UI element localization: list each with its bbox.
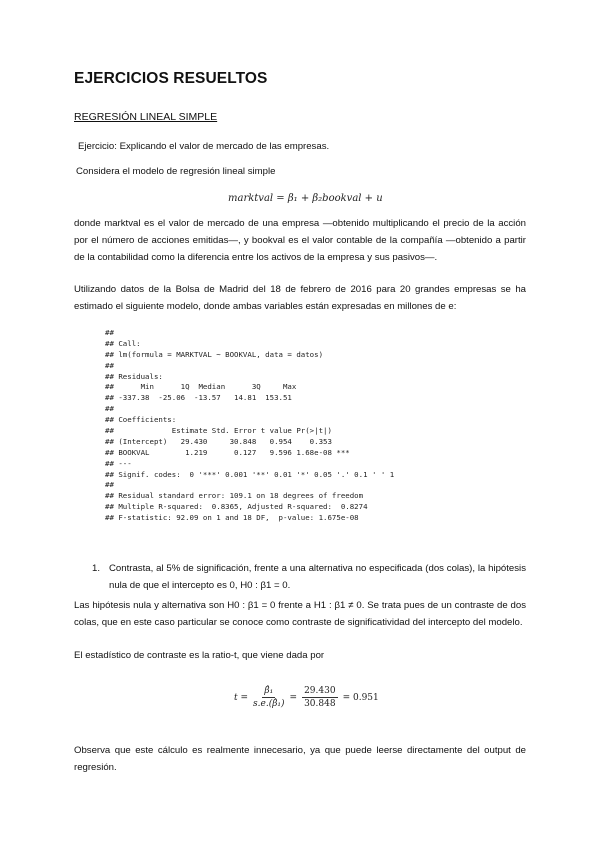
r-output-line: ## BOOKVAL 1.219 0.127 9.596 1.68e-08 *** <box>105 447 350 457</box>
statistic-intro: El estadístico de contraste es la ratio-t, que viene dada por <box>74 650 325 661</box>
r-output-line: ## F-statistic: 92.09 on 1 and 18 DF, p-value: 1.675e-08 <box>105 513 359 523</box>
hypotheses-paragraph: Las hipótesis nula y alternativa son H0 : β1 = 0 frente a H1 : β1 ≠ 0. Se trata pues de un contraste de dos colas, que en este caso particular se conoce como contraste de significatividad del intercepto del modelo. <box>74 600 526 628</box>
fraction-1-numerator: β̂₁ <box>264 686 274 696</box>
r-output-line: ## Residuals: <box>105 371 163 381</box>
r-output-line: ## Coefficients: <box>105 415 177 425</box>
t-formula-equals: = <box>289 692 298 703</box>
document-title: EJERCICIOS RESUELTOS <box>74 70 268 87</box>
r-output-line: ## <box>105 360 114 370</box>
question-1-text: Contrasta, al 5% de significación, frente a una alternativa no especificada (dos colas), la hipótesis nula de que el intercepto es 0, H0 : β1 = 0. <box>109 563 526 591</box>
r-output-line: ## Residual standard error: 109.1 on 18 degrees of freedom <box>105 491 364 501</box>
t-formula-fraction-1 <box>253 686 285 709</box>
fraction-2-denominator: 30.848 <box>304 699 336 709</box>
observation-paragraph: Observa que este cálculo es realmente innecesario, ya que puede leerse directamente del output de regresión. <box>74 745 526 773</box>
section-heading: REGRESIÓN LINEAL SIMPLE <box>74 111 218 123</box>
variable-description: donde marktval es el valor de mercado de una empresa —obtenido multiplicando el precio de la acción por el número de acciones emitidas—, y bookval es el valor contable de la compañía —obtenido a partir de la contabilidad como la diferencia entre los activos de la empresa y sus pasivos—. <box>74 218 526 263</box>
r-output-line: ## Multiple R-squared: 0.8365, Adjusted R-squared: 0.8274 <box>105 502 368 512</box>
r-output-line: ## Call: <box>105 338 141 348</box>
model-intro: Considera el modelo de regresión lineal simple <box>76 166 276 177</box>
r-output-line: ## lm(formula = MARKTVAL ~ BOOKVAL, data = datos) <box>105 349 324 359</box>
t-formula-lhs: t = <box>234 692 249 703</box>
question-1-number: 1. <box>92 563 101 574</box>
data-paragraph: Utilizando datos de la Bolsa de Madrid del 18 de febrero de 2016 para 20 grandes empresas se ha estimado el siguiente modelo, donde ambas variables están expresadas en millones de e: <box>74 284 526 312</box>
r-output-line: ## Estimate Std. Error t value Pr(>|t|) <box>105 426 332 436</box>
fraction-1-denominator: s.e.(β̂₁) <box>253 699 285 709</box>
exercise-statement: Ejercicio: Explicando el valor de mercado de las empresas. <box>78 141 330 152</box>
r-regression-output <box>105 328 435 524</box>
r-output-line: ## Signif. codes: 0 '***' 0.001 '**' 0.01 '*' 0.05 '.' 0.1 ' ' 1 <box>105 469 395 479</box>
r-output-line: ## (Intercept) 29.430 30.848 0.954 0.353 <box>105 436 332 446</box>
t-ratio-formula <box>234 686 379 709</box>
fraction-2-numerator: 29.430 <box>304 686 336 696</box>
r-output-line: ## <box>105 328 114 337</box>
r-output-line: ## <box>105 404 114 414</box>
model-formula: marktval = β₁ + β₂bookval + u <box>228 193 383 204</box>
r-output-line: ## -337.38 -25.06 -13.57 14.81 153.51 <box>105 393 292 403</box>
r-output-line: ## <box>105 480 114 490</box>
r-output-line: ## Min 1Q Median 3Q Max <box>105 382 297 392</box>
t-formula-fraction-2 <box>302 686 338 709</box>
r-output-line: ## --- <box>105 458 132 468</box>
t-formula-result: = 0.951 <box>342 692 379 703</box>
